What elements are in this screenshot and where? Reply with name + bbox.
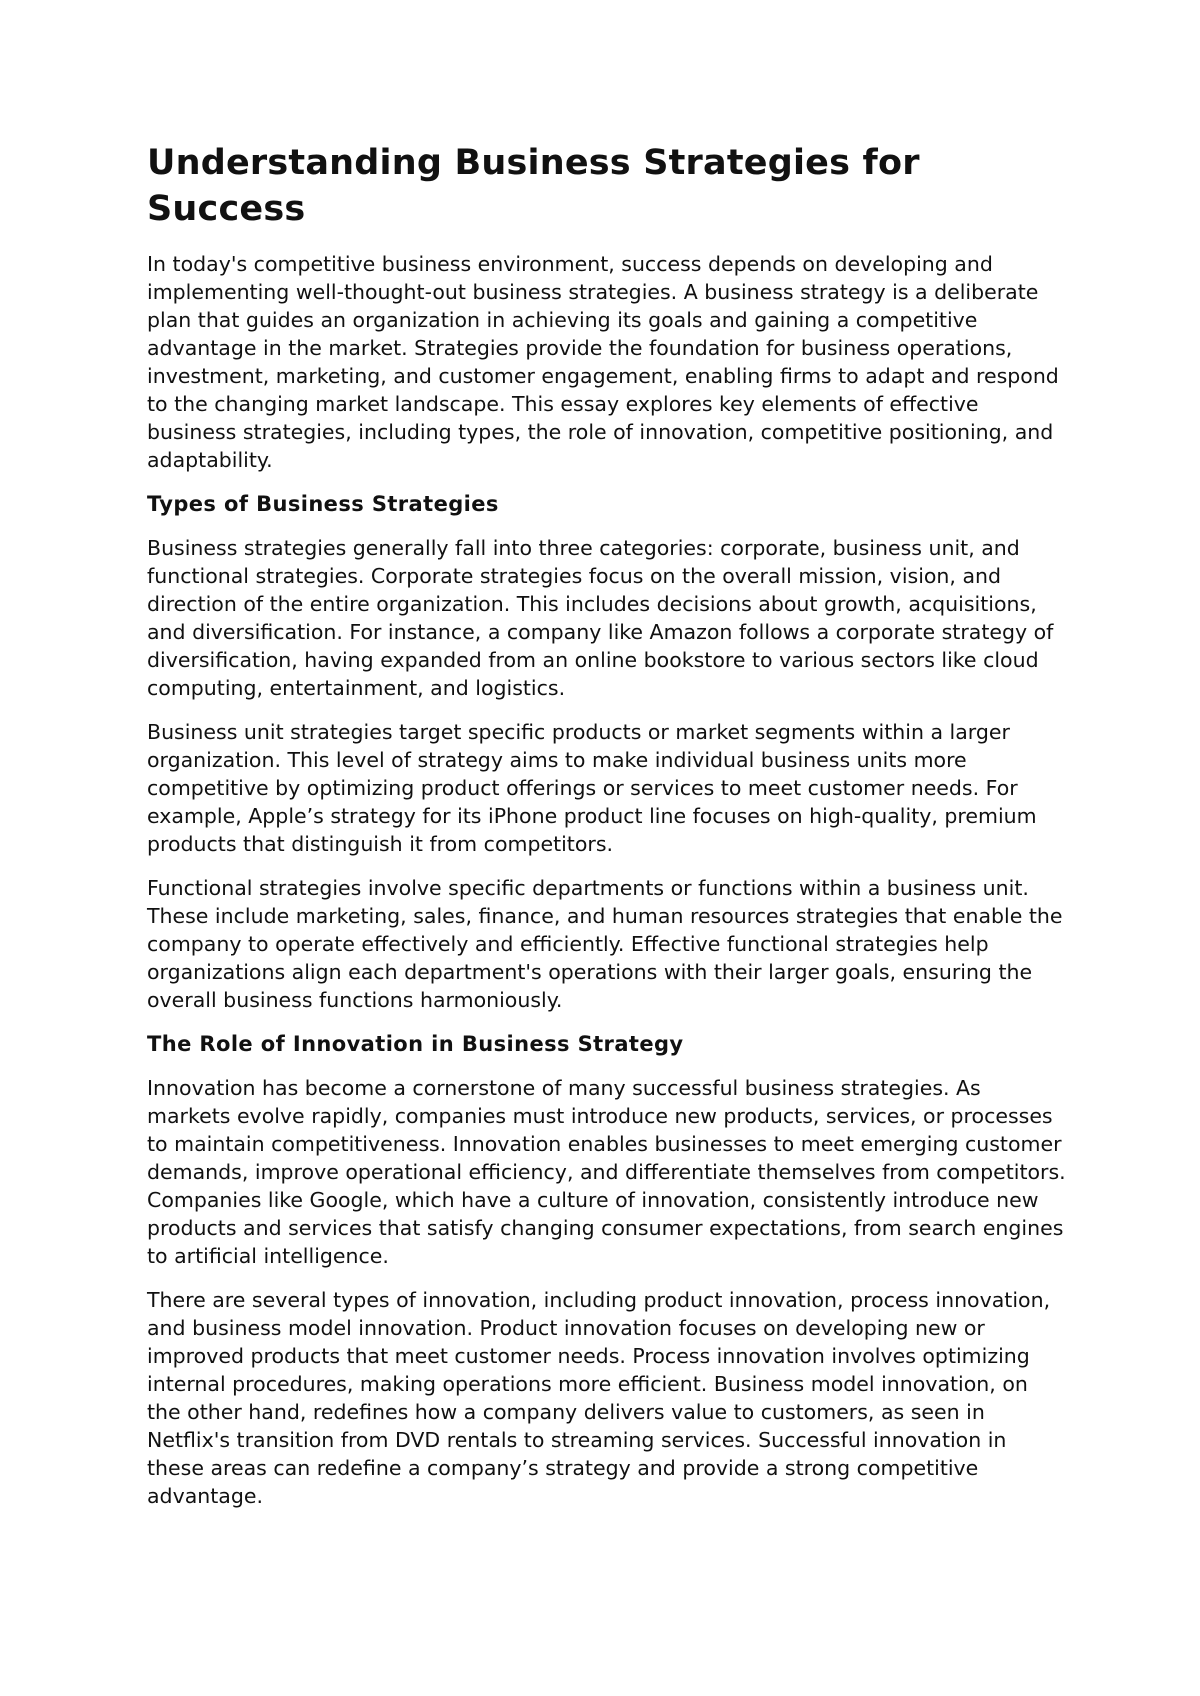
section-heading-types: Types of Business Strategies [147, 492, 499, 516]
section-heading-innovation: The Role of Innovation in Business Strategy [147, 1032, 684, 1056]
intro-paragraph: In today's competitive business environment, success depends on developing and implementing well-thought-out business strategies. A business strategy is a deliberate plan that guides an organization in achieving its goals and gaining a competitive advantage in the market. Strategies provide the foundation for business operations, investment, marketing, and customer engagement, enabling firms to adapt and respond to the changing market landscape. This essay explores key elements of effective business strategies, including types, the role of innovation, competitive positioning, and adaptability. [147, 252, 1059, 472]
paragraph-innovation-types: There are several types of innovation, including product innovation, process innovation, and business model innovation. Product innovation focuses on developing new or improved products that meet customer needs. Process innovation involves optimizing internal procedures, making operations more efficient. Business model innovation, on the other hand, redefines how a company delivers value to customers, as seen in Netflix's transition from DVD rentals to streaming services. Successful innovation in these areas can redefine a company’s strategy and provide a strong competitive advantage. [147, 1288, 1051, 1508]
paragraph-innovation-overview: Innovation has become a cornerstone of many successful business strategies. As markets evolve rapidly, companies must introduce new products, services, or processes to maintain competitiveness. Innovation enables businesses to meet emerging customer demands, improve operational efficiency, and differentiate themselves from competitors. Companies like Google, which have a culture of innovation, consistently introduce new products and services that satisfy changing consumer expectations, from search engines to artificial intelligence. [147, 1076, 1066, 1268]
paragraph-types-functional: Functional strategies involve specific departments or functions within a business unit. These include marketing, sales, finance, and human resources strategies that enable the company to operate effectively and efficiently. Effective functional strategies help organizations align each department's operations with their larger goals, ensuring the overall business functions harmoniously. [147, 876, 1063, 1012]
paragraph-types-business-unit: Business unit strategies target specific products or market segments within a larger organization. This level of strategy aims to make individual business units more competitive by optimizing product offerings or services to meet customer needs. For example, Apple’s strategy for its iPhone product line focuses on high-quality, premium products that distinguish it from competitors. [147, 720, 1037, 856]
paragraph-types-corporate: Business strategies generally fall into three categories: corporate, business unit, and functional strategies. Corporate strategies focus on the overall mission, vision, and direction of the entire organization. This includes decisions about growth, acquisitions, and diversification. For instance, a company like Amazon follows a corporate strategy of diversification, having expanded from an online bookstore to various sectors like cloud computing, entertainment, and logistics. [147, 536, 1054, 700]
document-page [147, 140, 1067, 1526]
document-title: Understanding Business Strategies for Success [147, 143, 920, 229]
